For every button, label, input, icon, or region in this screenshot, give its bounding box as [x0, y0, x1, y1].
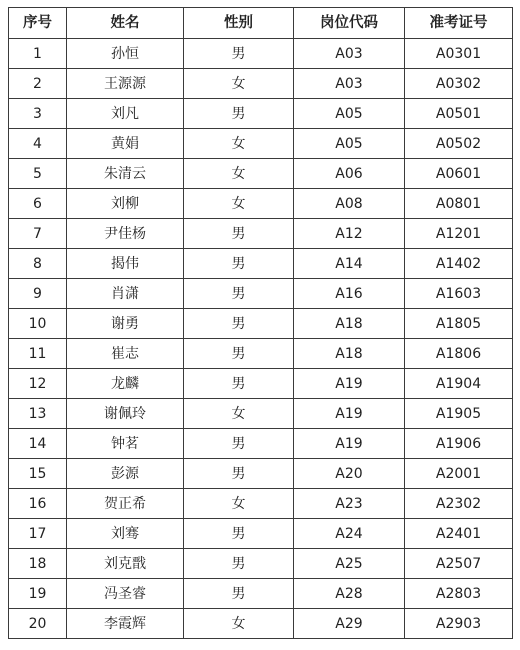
cell-name: 刘柳	[67, 189, 184, 219]
cell-position-code: A06	[294, 159, 405, 189]
cell-position-code: A29	[294, 609, 405, 639]
cell-name: 黄娟	[67, 129, 184, 159]
cell-name: 龙麟	[67, 369, 184, 399]
header-serial-number: 序号	[9, 8, 67, 39]
cell-gender: 男	[184, 219, 294, 249]
cell-serial-number: 8	[9, 249, 67, 279]
cell-serial-number: 10	[9, 309, 67, 339]
table-row	[9, 279, 513, 309]
cell-serial-number: 6	[9, 189, 67, 219]
header-admission-ticket: 准考证号	[405, 8, 513, 39]
cell-name: 揭伟	[67, 249, 184, 279]
cell-serial-number: 7	[9, 219, 67, 249]
cell-position-code: A16	[294, 279, 405, 309]
cell-name: 贺正希	[67, 489, 184, 519]
cell-gender: 女	[184, 159, 294, 189]
cell-serial-number: 1	[9, 39, 67, 69]
cell-admission-ticket: A1905	[405, 399, 513, 429]
cell-name: 肖潇	[67, 279, 184, 309]
cell-serial-number: 17	[9, 519, 67, 549]
cell-position-code: A23	[294, 489, 405, 519]
table-header	[9, 8, 513, 39]
cell-name: 钟茗	[67, 429, 184, 459]
cell-gender: 男	[184, 579, 294, 609]
cell-name: 李霞辉	[67, 609, 184, 639]
cell-gender: 女	[184, 489, 294, 519]
table-row	[9, 369, 513, 399]
table-row	[9, 159, 513, 189]
cell-name: 朱清云	[67, 159, 184, 189]
cell-name: 崔志	[67, 339, 184, 369]
cell-gender: 男	[184, 459, 294, 489]
cell-position-code: A19	[294, 369, 405, 399]
table-row	[9, 579, 513, 609]
cell-gender: 男	[184, 99, 294, 129]
cell-name: 尹佳杨	[67, 219, 184, 249]
cell-admission-ticket: A2903	[405, 609, 513, 639]
cell-gender: 男	[184, 549, 294, 579]
cell-position-code: A18	[294, 309, 405, 339]
table-row	[9, 549, 513, 579]
cell-position-code: A08	[294, 189, 405, 219]
cell-gender: 女	[184, 399, 294, 429]
cell-position-code: A18	[294, 339, 405, 369]
header-gender: 性别	[184, 8, 294, 39]
cell-gender: 女	[184, 69, 294, 99]
cell-position-code: A12	[294, 219, 405, 249]
table-row	[9, 249, 513, 279]
table-row	[9, 429, 513, 459]
cell-gender: 男	[184, 39, 294, 69]
cell-admission-ticket: A1603	[405, 279, 513, 309]
cell-position-code: A19	[294, 399, 405, 429]
cell-gender: 男	[184, 249, 294, 279]
cell-admission-ticket: A1904	[405, 369, 513, 399]
cell-gender: 男	[184, 369, 294, 399]
cell-name: 刘骞	[67, 519, 184, 549]
cell-gender: 男	[184, 429, 294, 459]
cell-admission-ticket: A2001	[405, 459, 513, 489]
cell-admission-ticket: A1805	[405, 309, 513, 339]
table-row	[9, 339, 513, 369]
cell-position-code: A24	[294, 519, 405, 549]
cell-name: 刘凡	[67, 99, 184, 129]
cell-name: 孙恒	[67, 39, 184, 69]
cell-admission-ticket: A0501	[405, 99, 513, 129]
cell-position-code: A19	[294, 429, 405, 459]
header-name: 姓名	[67, 8, 184, 39]
cell-name: 冯圣睿	[67, 579, 184, 609]
cell-name: 彭源	[67, 459, 184, 489]
table-row	[9, 399, 513, 429]
cell-gender: 男	[184, 279, 294, 309]
cell-serial-number: 11	[9, 339, 67, 369]
cell-admission-ticket: A0301	[405, 39, 513, 69]
cell-admission-ticket: A0801	[405, 189, 513, 219]
cell-name: 刘克戬	[67, 549, 184, 579]
cell-admission-ticket: A1402	[405, 249, 513, 279]
cell-admission-ticket: A0502	[405, 129, 513, 159]
cell-serial-number: 13	[9, 399, 67, 429]
cell-admission-ticket: A2401	[405, 519, 513, 549]
cell-gender: 女	[184, 609, 294, 639]
cell-gender: 男	[184, 339, 294, 369]
cell-serial-number: 9	[9, 279, 67, 309]
cell-serial-number: 14	[9, 429, 67, 459]
table-row	[9, 189, 513, 219]
table-row	[9, 39, 513, 69]
cell-serial-number: 20	[9, 609, 67, 639]
cell-serial-number: 4	[9, 129, 67, 159]
table-row	[9, 69, 513, 99]
table-row	[9, 309, 513, 339]
cell-serial-number: 16	[9, 489, 67, 519]
table-row	[9, 129, 513, 159]
cell-position-code: A03	[294, 69, 405, 99]
cell-position-code: A28	[294, 579, 405, 609]
cell-position-code: A03	[294, 39, 405, 69]
cell-serial-number: 12	[9, 369, 67, 399]
cell-position-code: A14	[294, 249, 405, 279]
header-row	[9, 8, 513, 39]
header-position-code: 岗位代码	[294, 8, 405, 39]
cell-admission-ticket: A2302	[405, 489, 513, 519]
cell-admission-ticket: A1906	[405, 429, 513, 459]
table-row	[9, 459, 513, 489]
candidate-table	[8, 7, 513, 639]
table-row	[9, 489, 513, 519]
cell-admission-ticket: A1201	[405, 219, 513, 249]
table-row	[9, 609, 513, 639]
cell-position-code: A05	[294, 129, 405, 159]
cell-serial-number: 15	[9, 459, 67, 489]
cell-gender: 女	[184, 129, 294, 159]
table-body	[9, 39, 513, 639]
cell-position-code: A20	[294, 459, 405, 489]
cell-serial-number: 2	[9, 69, 67, 99]
cell-admission-ticket: A2803	[405, 579, 513, 609]
cell-gender: 男	[184, 309, 294, 339]
cell-name: 谢勇	[67, 309, 184, 339]
cell-gender: 男	[184, 519, 294, 549]
cell-admission-ticket: A0302	[405, 69, 513, 99]
cell-serial-number: 19	[9, 579, 67, 609]
cell-admission-ticket: A0601	[405, 159, 513, 189]
cell-admission-ticket: A1806	[405, 339, 513, 369]
table-row	[9, 219, 513, 249]
cell-position-code: A05	[294, 99, 405, 129]
cell-gender: 女	[184, 189, 294, 219]
cell-serial-number: 18	[9, 549, 67, 579]
cell-name: 王源源	[67, 69, 184, 99]
cell-position-code: A25	[294, 549, 405, 579]
cell-serial-number: 3	[9, 99, 67, 129]
cell-name: 谢佩玲	[67, 399, 184, 429]
cell-admission-ticket: A2507	[405, 549, 513, 579]
cell-serial-number: 5	[9, 159, 67, 189]
table-row	[9, 99, 513, 129]
table-row	[9, 519, 513, 549]
